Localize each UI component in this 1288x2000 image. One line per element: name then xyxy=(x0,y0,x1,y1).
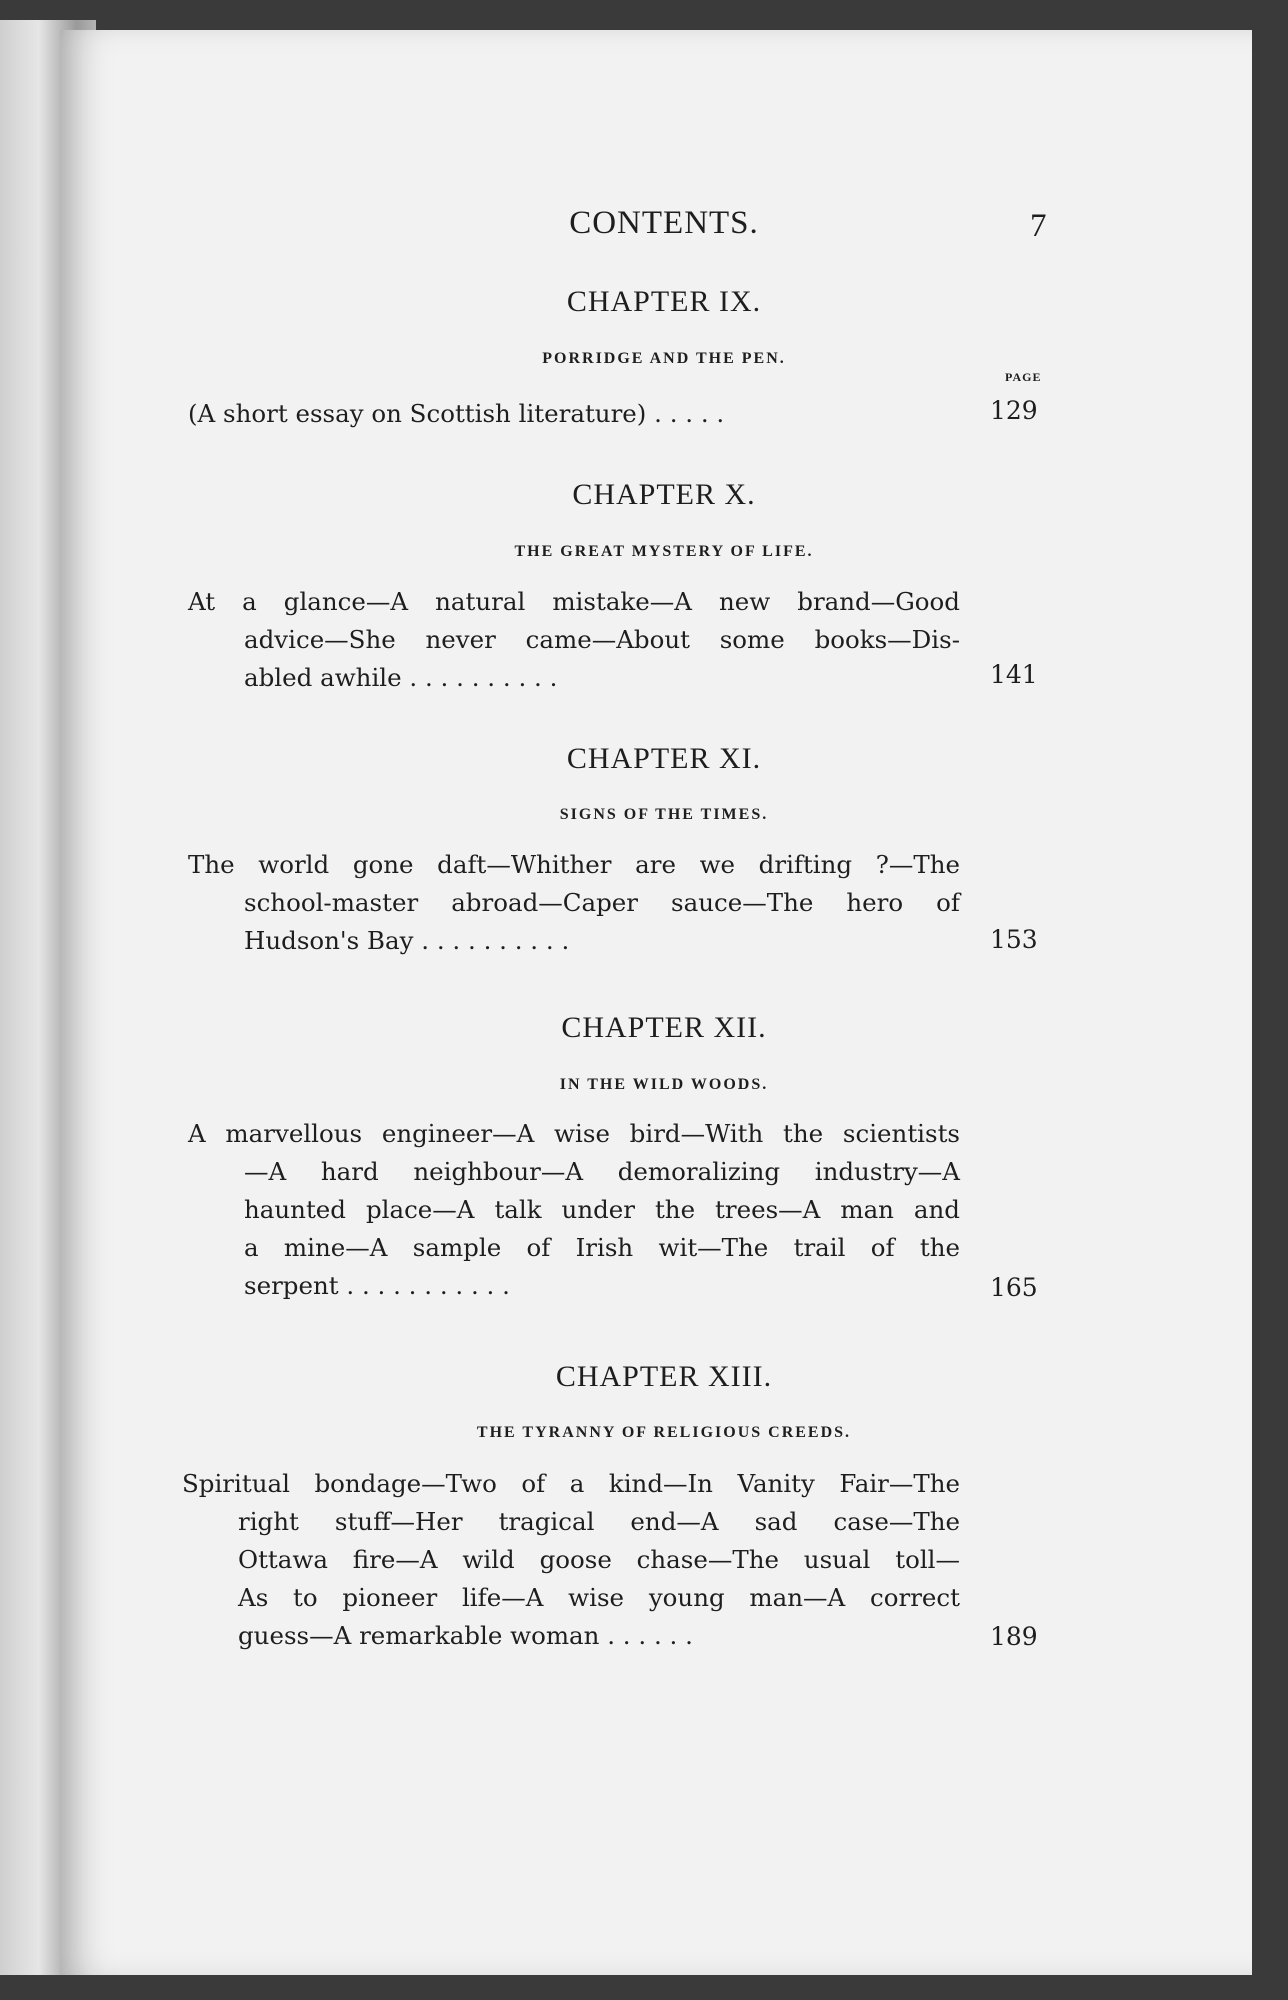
page-header-title: CONTENTS. xyxy=(569,205,759,241)
chapter-page-number: 129 xyxy=(990,396,1038,425)
chapter-page-number: 153 xyxy=(990,925,1038,954)
contents-line: a mine—A sample of Irish wit—The trail of the xyxy=(244,1233,960,1262)
chapter-subtitle: SIGNS OF THE TIMES. xyxy=(559,806,769,823)
chapter-subtitle: IN THE WILD WOODS. xyxy=(559,1076,769,1093)
chapter-heading: CHAPTER XI. xyxy=(566,742,762,775)
contents-line: Hudson's Bay . . . . . . . . . . xyxy=(244,926,570,955)
contents-line: The world gone daft—Whither are we drifting ?—The xyxy=(188,850,960,879)
chapter-page-number: 141 xyxy=(990,660,1038,689)
contents-line: As to pioneer life—A wise young man—A correct xyxy=(238,1583,960,1612)
chapter-heading: CHAPTER IX. xyxy=(566,285,762,318)
chapter-subtitle: THE GREAT MYSTERY OF LIFE. xyxy=(514,543,814,560)
page-column-label: PAGE xyxy=(1005,370,1042,384)
chapter-heading: CHAPTER XII. xyxy=(561,1011,767,1044)
chapter-contents xyxy=(188,846,960,960)
contents-line: At a glance—A natural mistake—A new brand—Good xyxy=(188,587,960,616)
contents-line: —A hard neighbour—A demoralizing industry—A xyxy=(244,1157,960,1186)
contents-line: school-master abroad—Caper sauce—The hero of xyxy=(244,888,960,917)
contents-line: (A short essay on Scottish literature) . . . . . xyxy=(188,399,725,428)
chapter-heading: CHAPTER X. xyxy=(572,478,756,511)
chapter-page-number: 189 xyxy=(990,1622,1038,1651)
chapter-contents xyxy=(188,583,960,697)
contents-line: haunted place—A talk under the trees—A man and xyxy=(244,1195,960,1224)
contents-line: serpent . . . . . . . . . . . xyxy=(244,1271,510,1300)
chapter-contents xyxy=(182,1465,960,1655)
chapter-subtitle: PORRIDGE AND THE PEN. xyxy=(542,350,786,367)
contents-line: A marvellous engineer—A wise bird—With the scientists xyxy=(188,1119,960,1148)
contents-line: advice—She never came—About some books—Dis- xyxy=(244,625,960,654)
chapter-contents xyxy=(188,395,960,433)
page-number: 7 xyxy=(1030,208,1047,244)
chapter-heading: CHAPTER XIII. xyxy=(555,1360,773,1393)
contents-line: guess—A remarkable woman . . . . . . xyxy=(238,1621,693,1650)
book-page xyxy=(60,30,1252,1975)
contents-line: right stuff—Her tragical end—A sad case—The xyxy=(238,1507,960,1536)
chapter-page-number: 165 xyxy=(990,1273,1038,1302)
contents-line: abled awhile . . . . . . . . . . xyxy=(244,663,558,692)
contents-line: Spiritual bondage—Two of a kind—In Vanity Fair—The xyxy=(182,1469,960,1498)
chapter-subtitle: THE TYRANNY OF RELIGIOUS CREEDS. xyxy=(476,1424,852,1441)
contents-line: Ottawa fire—A wild goose chase—The usual toll— xyxy=(238,1545,960,1574)
chapter-contents xyxy=(188,1115,960,1305)
